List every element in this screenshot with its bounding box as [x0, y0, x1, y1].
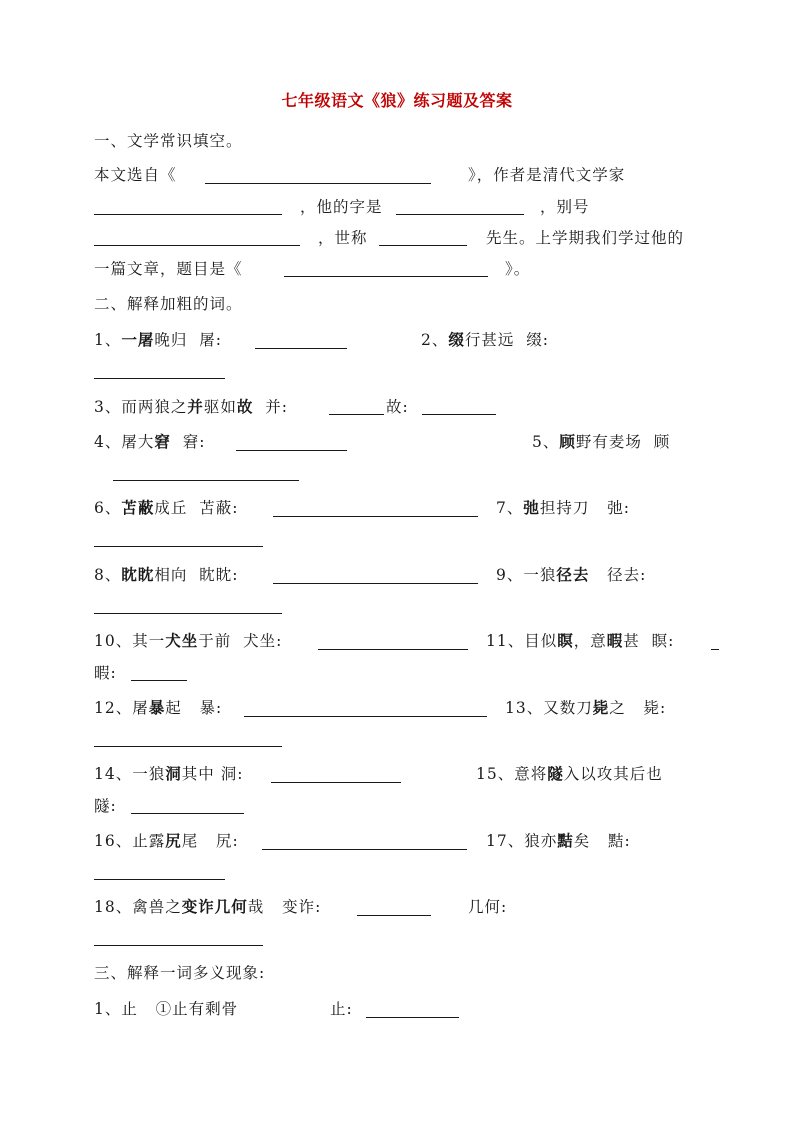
blank-q16[interactable] — [262, 849, 467, 850]
poly-question-1-word: 止: — [330, 1000, 353, 1018]
fill-line-3a: ，世称 — [318, 229, 368, 247]
blank-q2[interactable] — [94, 378, 225, 379]
question-16: 16、止露尻尾 尻: — [94, 831, 239, 850]
fill-line-1b: 》，作者是清代文学家 — [468, 166, 626, 184]
question-3-word-2: 故: — [386, 398, 409, 416]
blank-courtesy-name[interactable] — [396, 214, 524, 215]
blank-q11-a[interactable] — [711, 649, 719, 650]
blank-q9[interactable] — [94, 613, 282, 614]
section-heading-2: 二、解释加粗的词。 — [94, 295, 243, 313]
question-3: 3、而两狼之并驱如故 并: — [94, 397, 289, 416]
question-7: 7、弛担持刀 弛: — [496, 498, 630, 517]
fill-line-2a: ，他的字是 — [300, 198, 383, 216]
question-18-word-2: 几何: — [468, 898, 508, 916]
blank-q18-a[interactable] — [357, 915, 431, 916]
question-12: 12、屠暴起 暴: — [94, 698, 223, 717]
blank-q18-b[interactable] — [94, 945, 263, 946]
question-15: 15、意将隧入以攻其后也 — [476, 764, 663, 783]
blank-q1[interactable] — [255, 348, 347, 349]
question-6: 6、苫蔽成丘 苫蔽: — [94, 498, 239, 517]
blank-q11-b[interactable] — [131, 680, 187, 681]
question-2: 2、缀行甚远 缀: — [421, 330, 549, 349]
blank-q3-b[interactable] — [422, 414, 496, 415]
fill-line-2b: ，别号 — [540, 198, 590, 216]
blank-known-as[interactable] — [379, 245, 467, 246]
question-17: 17、狼亦黠矣 黠: — [486, 831, 631, 850]
blank-q12[interactable] — [244, 716, 487, 717]
fill-line-4b: 》。 — [505, 260, 531, 278]
question-14: 14、一狼洞其中 洞: — [94, 764, 244, 783]
fill-line-1a: 本文选自《 — [94, 166, 177, 184]
blank-q10[interactable] — [318, 649, 468, 650]
blank-q17[interactable] — [94, 879, 225, 880]
blank-q6[interactable] — [273, 516, 478, 517]
question-8: 8、眈眈相向 眈眈: — [94, 565, 239, 584]
question-13: 13、又数刀毙之 毙: — [505, 698, 667, 717]
question-5: 5、顾野有麦场 顾 — [532, 432, 671, 451]
blank-q15[interactable] — [131, 813, 244, 814]
question-9: 9、一狼径去 径去: — [496, 565, 647, 584]
blank-article-title[interactable] — [284, 276, 488, 277]
question-18: 18、禽兽之变诈几何哉 变诈: — [94, 897, 322, 916]
blank-q5[interactable] — [113, 480, 299, 481]
question-10: 10、其一犬坐于前 犬坐: — [94, 631, 283, 650]
fill-line-4a: 一篇文章，题目是《 — [94, 260, 243, 278]
fill-line-3b: 先生。上学期我们学过他的 — [486, 229, 685, 247]
question-11: 11、目似瞑，意暇甚 瞑: — [486, 631, 675, 650]
blank-q3-a[interactable] — [329, 414, 384, 415]
question-15-word: 隧: — [94, 797, 117, 815]
question-4: 4、屠大窘 窘: — [94, 432, 206, 451]
blank-poly-1[interactable] — [366, 1017, 459, 1018]
blank-pen-name[interactable] — [94, 245, 300, 246]
question-1: 1、一屠晚归 屠: — [94, 330, 222, 349]
blank-q13[interactable] — [94, 746, 282, 747]
question-11-word-2: 暇: — [94, 664, 117, 682]
blank-q7[interactable] — [94, 546, 263, 547]
section-heading-3: 三、解释一词多义现象: — [94, 964, 266, 982]
blank-q14[interactable] — [271, 782, 401, 783]
blank-author[interactable] — [94, 214, 282, 215]
page-title: 七年级语文《狼》练习题及答案 — [281, 91, 513, 110]
blank-q4[interactable] — [236, 450, 347, 451]
blank-q8[interactable] — [273, 583, 478, 584]
blank-source[interactable] — [205, 183, 431, 184]
section-heading-1: 一、文学常识填空。 — [94, 132, 243, 150]
poly-question-1: 1、止 ①止有剩骨 — [94, 1000, 239, 1018]
